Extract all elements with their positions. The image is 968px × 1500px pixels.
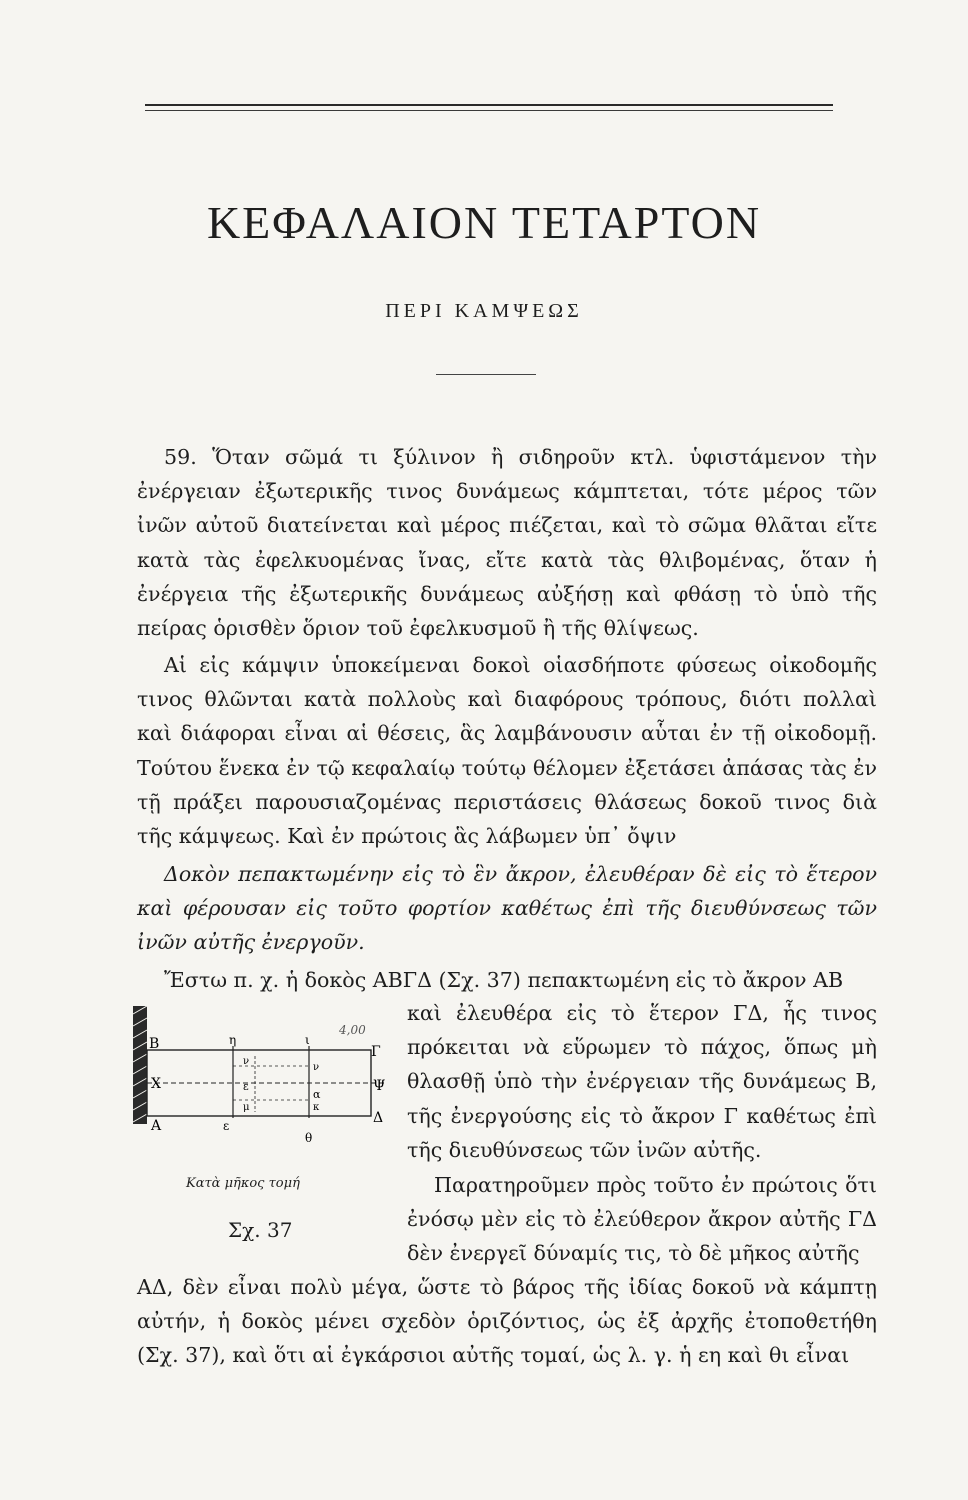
- paragraph-7: [137, 1270, 877, 1373]
- paragraph-4: [137, 963, 877, 997]
- label-epsilon-inner: ε: [243, 1080, 249, 1093]
- label-alpha: α: [313, 1088, 321, 1101]
- label-mu: μ: [243, 1102, 250, 1113]
- header-rule: [145, 104, 833, 106]
- label-nu-right: ν: [313, 1062, 320, 1073]
- beam-figure: [125, 1006, 395, 1156]
- beam-diagram: [125, 1006, 395, 1156]
- paragraph-6: [407, 1168, 877, 1271]
- paragraph-5: [407, 996, 877, 1167]
- header-rule-thin: [145, 110, 833, 111]
- paragraph-5-text: καὶ ἐλευθέρα εἰς τὸ ἕτερον ΓΔ, ἧς τινος πρόκειται νὰ εὕρωμεν τὸ πάχος, ὅπως μὴ θλασθῇ ὑπὸ τὴν ἐνέργειαν τῆς δυνάμεως Β, τῆς ἐνεργούσης εἰς τὸ ἄκρον Γ καθέτως ἐπὶ τῆς διευθύνσεως τῶν ἰνῶν αὐτῆς.: [407, 1001, 877, 1162]
- paragraph-59: [137, 440, 877, 645]
- handwritten-note: 4,00: [339, 1023, 366, 1037]
- label-b: B: [149, 1036, 160, 1052]
- paragraph-7-text: ΑΔ, δὲν εἶναι πολὺ μέγα, ὥστε τὸ βάρος τῆς ἰδίας δοκοῦ νὰ κάμπτῃ αὐτήν, ἡ δοκὸς μένει σχεδὸν ὁριζόντιος, ὡς ἐξ ἀρχῆς ἐτοποθετήθη (Σχ. 37), καὶ ὅτι αἱ ἐγκάρσιοι αὐτῆς τομαί, ὡς λ. γ. ἡ εη καὶ θι εἶναι: [137, 1275, 877, 1368]
- label-delta: Δ: [373, 1110, 384, 1126]
- label-kappa: κ: [313, 1102, 320, 1113]
- label-gamma: Γ: [371, 1044, 381, 1060]
- italic-heading-text: Δοκὸν πεπακτωμένην εἰς τὸ ἓν ἄκρον, ἐλευθέραν δὲ εἰς τὸ ἕτερον καὶ φέρουσαν εἰς τοῦτο φορτίον καθέτως ἐπὶ τῆς διευθύνσεως τῶν ἰνῶν αὐτῆς ἐνεργοῦν.: [137, 862, 877, 955]
- section-divider: [436, 374, 536, 375]
- chapter-subtitle: ΠΕΡΙ ΚΑΜΨΕΩΣ: [385, 300, 583, 322]
- paragraph-4-text: Ἔστω π. χ. ἡ δοκὸς ΑΒΓΔ (Σχ. 37) πεπακτωμένη εἰς τὸ ἄκρον ΑΒ: [164, 968, 844, 992]
- italic-heading-paragraph: [137, 857, 877, 960]
- figure-caption: Σχ. 37: [228, 1218, 293, 1242]
- chapter-title: ΚΕΦΑΛΑΙΟΝ ΤΕΤΑΡΤΟΝ: [206, 197, 762, 248]
- label-nu: ν: [243, 1056, 250, 1067]
- figure-caption-small: Κατὰ μῆκος τομή: [186, 1176, 300, 1191]
- label-a: A: [151, 1118, 162, 1134]
- label-epsilon: ε: [223, 1119, 230, 1133]
- paragraph-2-text: Αἱ εἰς κάμψιν ὑποκείμεναι δοκοὶ οἱασδήποτε φύσεως οἰκοδομῆς τινος θλῶνται κατὰ πολλοὺς καὶ διαφόρους τρόπους, διότι πολλαὶ καὶ διάφοραι εἶναι αἱ θέσεις, ἃς λαμβάνουσιν αὗται ἐν τῇ οἰκοδομῇ. Τούτου ἕνεκα ἐν τῷ κεφαλαίῳ τούτῳ θέλομεν ἐξετάσει ἁπάσας τὰς ἐν τῇ πράξει παρουσιαζομένας περιστάσεις θλάσεως δοκοῦ τινος διὰ τῆς κάμψεως. Καὶ ἐν πρώτοις ἃς λάβωμεν ὑπ᾽ ὄψιν: [137, 653, 877, 849]
- paragraph-2: [137, 648, 877, 853]
- label-eta: η: [229, 1033, 237, 1047]
- paragraph-59-text: 59. Ὅταν σῶμά τι ξύλινον ἢ σιδηροῦν κτλ. ὑφιστάμενον τὴν ἐνέργειαν ἐξωτερικῆς τινος δυνάμεως κάμπτεται, τότε μέρος τῶν ἰνῶν αὐτοῦ διατείνεται καὶ μέρος πιέζεται, καὶ τὸ σῶμα θλᾶται εἴτε κατὰ τὰς ἐφελκυομένας ἴνας, εἴτε κατὰ τὰς θλιβομένας, ὅταν ἡ ἐνέργεια τῆς ἐξωτερικῆς δυνάμεως αὐξήσῃ καὶ φθάσῃ τὸ ὑπὸ τῆς πείρας ὁρισθὲν ὅριον τοῦ ἐφελκυσμοῦ ἢ τῆς θλίψεως.: [137, 445, 877, 641]
- label-theta: θ: [305, 1131, 313, 1145]
- paragraph-6-text: Παρατηροῦμεν πρὸς τοῦτο ἐν πρώτοις ὅτι ἐνόσῳ μὲν εἰς τὸ ἐλεύθερον ἄκρον αὐτῆς ΓΔ δὲν ἐνεργεῖ δύναμίς τις, τὸ δὲ μῆκος αὐτῆς: [407, 1173, 877, 1266]
- label-iota: ι: [305, 1033, 310, 1047]
- label-x: X: [151, 1076, 161, 1092]
- label-psi: Ψ: [373, 1078, 386, 1094]
